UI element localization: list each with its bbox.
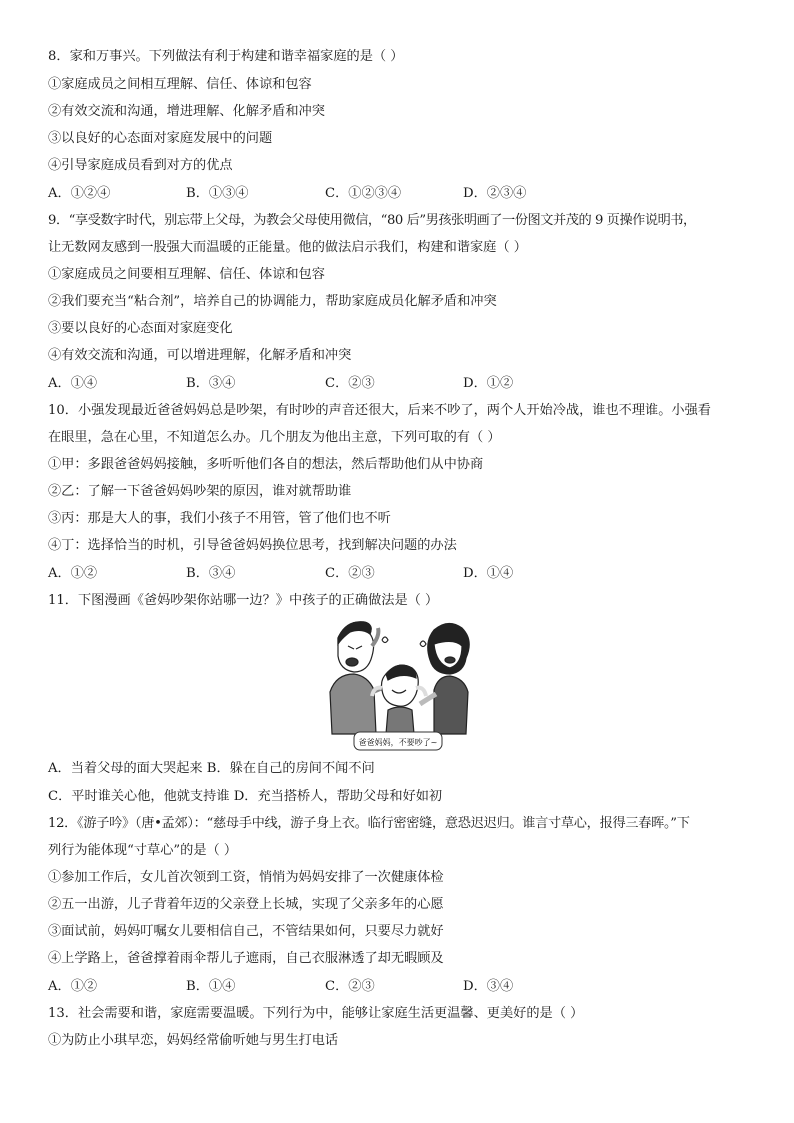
option-a: A．①②④	[48, 186, 111, 201]
question-9-item-2: ②我们要充当“粘合剂”，培养自己的协调能力，帮助家庭成员化解矛盾和冲突	[48, 294, 497, 309]
option-c: C．②③	[325, 566, 375, 581]
question-10-item-3: ③丙：那是大人的事，我们小孩子不用管，管了他们也不听	[48, 511, 391, 526]
option-a: A．①②	[48, 566, 98, 581]
family-quarrel-comic	[316, 616, 476, 754]
question-8-item-4: ④引导家庭成员看到对方的优点	[48, 158, 233, 173]
question-13-stem: 13．社会需要和谐，家庭需要温暖。下列行为中，能够让家庭生活更温馨、更美好的是（ ）	[48, 1006, 584, 1021]
option-c: C．②③	[325, 376, 375, 391]
question-10-item-1: ①甲：多跟爸爸妈妈接触，多听听他们各自的想法，然后帮助他们从中协商	[48, 457, 484, 472]
question-12-item-2: ②五一出游，儿子背着年迈的父亲登上长城，实现了父亲多年的心愿	[48, 897, 444, 912]
question-8-item-2: ②有效交流和沟通，增进理解、化解矛盾和冲突	[48, 104, 325, 119]
question-9-item-1: ①家庭成员之间要相互理解、信任、体谅和包容	[48, 267, 325, 282]
question-9-item-3: ③要以良好的心态面对家庭变化	[48, 321, 233, 336]
question-12-stem-line-1: 12．《游子吟》（唐•孟郊）：“慈母手中线，游子身上衣。临行密密缝，意恐迟迟归。谁言寸草心，报得三春晖。”下	[48, 816, 690, 831]
question-9-stem-line-1: 9．“享受数字时代，别忘带上父母，为教会父母使用微信，“80 后”男孩张明画了一份图文并茂的 9 页操作说明书，	[48, 213, 696, 228]
option-a: A．①④	[48, 376, 98, 391]
option-b: B．①④	[186, 979, 236, 994]
question-10-stem-line-1: 10．小强发现最近爸爸妈妈总是吵架，有时吵的声音还很大，后来不吵了，两个人开始冷战，谁也不理谁。小强看	[48, 403, 711, 418]
option-d: D．①④	[463, 566, 514, 581]
option-d: D．①②	[463, 376, 514, 391]
option-b: B．①③④	[186, 186, 249, 201]
question-10-item-4: ④丁：选择恰当的时机，引导爸爸妈妈换位思考，找到解决问题的办法	[48, 538, 457, 553]
question-12-item-1: ①参加工作后，女儿首次领到工资，悄悄为妈妈安排了一次健康体检	[48, 870, 444, 885]
option-c: C．①②③④	[325, 186, 402, 201]
question-8-stem: 8．家和万事兴。下列做法有利于构建和谐幸福家庭的是（ ）	[48, 49, 404, 64]
option-b: B．③④	[186, 566, 236, 581]
question-12-item-3: ③面试前，妈妈叮嘱女儿要相信自己，不管结果如何，只要尽力就好	[48, 924, 444, 939]
question-11-options-line-2: C．平时谁关心他，他就支持谁 D．充当搭桥人，帮助父母和好如初	[48, 789, 443, 804]
option-c: C．②③	[325, 979, 375, 994]
question-13-item-1: ①为防止小琪早恋，妈妈经常偷听她与男生打电话	[48, 1033, 339, 1048]
question-10-item-2: ②乙：了解一下爸爸妈妈吵架的原因，谁对就帮助谁	[48, 484, 352, 499]
question-11-options-line-1: A．当着父母的面大哭起来 B．躲在自己的房间不闻不问	[48, 761, 375, 776]
option-d: D．②③④	[463, 186, 527, 201]
question-8-item-3: ③以良好的心态面对家庭发展中的问题	[48, 131, 273, 146]
question-12-item-4: ④上学路上，爸爸撑着雨伞帮儿子遮雨，自己衣服淋透了却无暇顾及	[48, 951, 444, 966]
question-10-stem-line-2: 在眼里，急在心里，不知道怎么办。几个朋友为他出主意，下列可取的有（ ）	[48, 430, 501, 445]
question-11-stem: 11．下图漫画《爸妈吵架你站哪一边？》中孩子的正确做法是（ ）	[48, 593, 439, 608]
question-9-item-4: ④有效交流和沟通，可以增进理解，化解矛盾和冲突	[48, 348, 352, 363]
question-8-item-1: ①家庭成员之间相互理解、信任、体谅和包容	[48, 77, 312, 92]
speech-bubble-text: 爸爸妈妈，不要吵了~	[358, 738, 438, 747]
option-b: B．③④	[186, 376, 236, 391]
question-9-stem-line-2: 让无数网友感到一股强大而温暖的正能量。他的做法启示我们，构建和谐家庭（ ）	[48, 240, 527, 255]
question-12-stem-line-2: 列行为能体现“寸草心”的是（ ）	[48, 843, 238, 858]
option-a: A．①②	[48, 979, 98, 994]
option-d: D．③④	[463, 979, 514, 994]
